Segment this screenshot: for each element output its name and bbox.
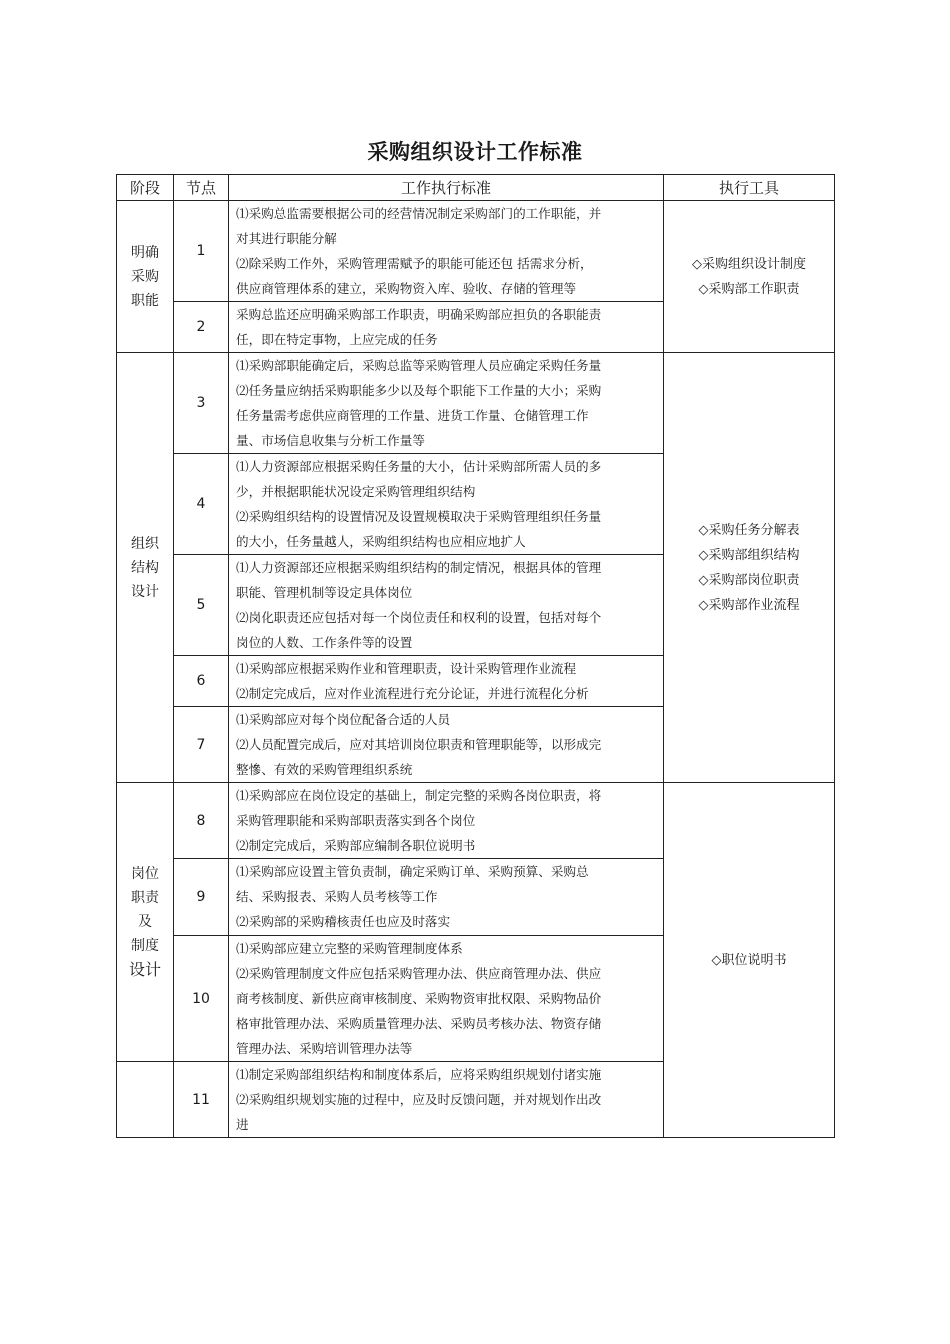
tool-item: ◇采购任务分解表: [698, 522, 800, 538]
table-row: [117, 353, 835, 454]
standard-line: 管理办法、采购培训管理办法等: [236, 1041, 413, 1056]
work-standard-table: [116, 174, 835, 1138]
header-standard: 工作执行标准: [229, 175, 664, 201]
tool-item: ◇职位说明书: [711, 952, 787, 968]
standard-line: 进: [236, 1117, 249, 1132]
standard-line: ⑴采购部应对每个岗位配备合适的人员: [236, 712, 451, 727]
standard-line: ⑵岗化职责还应包括对每一个岗位责任和权利的设置，包括对每个: [236, 610, 602, 625]
standard-line: 任，即在特定事物，上应完成的任务: [236, 332, 438, 347]
standard-cell: [229, 454, 664, 555]
standard-line: 整慘、有效的采购管理组织系统: [236, 762, 413, 777]
stage-line: 结构: [131, 559, 159, 576]
standard-cell: [229, 1062, 664, 1138]
stage-cell-empty: [117, 1062, 174, 1138]
standard-line: 任务量需考虑供应商管理的工作量、进货工作量、仓储管理工作: [236, 408, 589, 423]
standard-line: ⑴采购部应建立完整的采购管理制度体系: [236, 941, 463, 956]
tools-cell: [664, 353, 835, 783]
standard-line: ⑵制定完成后，应对作业流程进行充分论证，并进行流程化分析: [236, 686, 589, 701]
standard-cell: [229, 201, 664, 302]
standard-cell: [229, 656, 664, 707]
standard-line: 少，并根据职能状况设定采购管理组织结构: [236, 484, 476, 499]
table-row: [117, 201, 835, 302]
standard-line: ⑴人力资源部还应根据采购组织结构的制定情况，根据具体的管理: [236, 560, 602, 575]
standard-line: ⑵采购管理制度文件应包括采购管理办法、供应商管理办法、供应: [236, 966, 602, 981]
standard-line: 职能、管理机制等设定具体岗位: [236, 585, 413, 600]
standard-line: 商考核制度、新供应商审核制度、采购物资审批权限、采购物品价: [236, 991, 602, 1006]
stage-line: 设计: [128, 960, 161, 979]
node-cell: 2: [174, 302, 229, 353]
stage-line: 职责: [131, 890, 159, 906]
standard-line: 量、市场信息收集与分析工作量等: [236, 433, 425, 448]
node-cell: 8: [174, 783, 229, 859]
standard-line: ⑵任务量应纳括采购职能多少以及每个职能下工作量的大小；采购: [236, 383, 602, 398]
node-cell: 4: [174, 454, 229, 555]
table-header-row: [117, 175, 835, 201]
tool-item: ◇采购组织设计制度: [692, 256, 806, 272]
node-cell: 3: [174, 353, 229, 454]
stage-line: 岗位: [131, 866, 159, 882]
stage-line: 设计: [131, 583, 159, 600]
table-row: [117, 783, 835, 859]
stage-line: 制度: [131, 938, 159, 954]
standard-cell: [229, 555, 664, 656]
standard-line: ⑴采购部应根据采购作业和管理职责，设计采购管理作业流程: [236, 661, 577, 676]
standard-line: ⑵采购组织规划实施的过程中，应及时反馈问题，并对规划作出改: [236, 1092, 602, 1107]
standard-cell: [229, 936, 664, 1062]
header-tools: 执行工具: [664, 175, 835, 201]
standard-line: 岗位的人数、工作条件等的设置: [236, 635, 413, 650]
document-title: 采购组织设计工作标准: [367, 140, 583, 164]
standard-line: 采购管理职能和采购部职责落实到各个岗位: [236, 813, 476, 828]
node-cell: 1: [174, 201, 229, 302]
standard-cell: [229, 707, 664, 783]
standard-line: ⑴采购总监需要根据公司的经营情况制定采购部门的工作职能，并: [236, 206, 602, 221]
standard-line: ⑵人员配置完成后，应对其培训岗位职责和管理职能等，以形成完: [236, 737, 602, 752]
standard-cell: [229, 353, 664, 454]
tools-cell: [664, 201, 835, 353]
header-node: 节点: [174, 175, 229, 201]
node-cell: 5: [174, 555, 229, 656]
standard-line: ⑵采购组织结构的设置情况及设置规模取决于采购管理组织任务量: [236, 509, 602, 524]
standard-cell: [229, 783, 664, 859]
header-stage: 阶段: [117, 175, 174, 201]
stage-cell: [117, 783, 174, 1062]
standard-line: ⑴制定采购部组织结构和制度体系后，应将采购组织规划付诸实施: [236, 1067, 602, 1082]
tool-item: ◇采购部作业流程: [698, 597, 800, 613]
node-cell: 7: [174, 707, 229, 783]
stage-line: 采购: [131, 268, 159, 285]
standard-cell: [229, 859, 664, 936]
standard-line: ⑴人力资源部应根据采购任务量的大小，估计采购部所需人员的多: [236, 459, 602, 474]
stage-cell: [117, 201, 174, 353]
standard-line: 的大小，任务量越人，采购组织结构也应相应地扩人: [236, 534, 526, 549]
tools-cell: [664, 783, 835, 1138]
standard-line: ⑵制定完成后，采购部应编制各职位说明书: [236, 838, 476, 853]
tool-item: ◇采购部组织结构: [698, 547, 800, 563]
node-cell: 11: [174, 1062, 229, 1138]
tool-item: ◇采购部岗位职责: [698, 572, 800, 588]
tool-item: ◇采购部工作职责: [698, 281, 800, 297]
standard-line: 供应商管理体系的建立，采购物资入库、验收、存储的管理等: [236, 281, 577, 296]
stage-line: 职能: [131, 292, 159, 309]
stage-line: 及: [138, 914, 152, 930]
node-cell: 6: [174, 656, 229, 707]
node-cell: 9: [174, 859, 229, 936]
stage-line: 明确: [131, 244, 159, 261]
standard-line: 对其进行职能分解: [236, 231, 337, 246]
standard-cell: [229, 302, 664, 353]
standard-line: 结、采购报表、采购人员考核等工作: [236, 889, 438, 904]
stage-cell: [117, 353, 174, 783]
standard-line: ⑴采购部职能确定后，采购总监等采购管理人员应确定采购任务量: [236, 358, 602, 373]
standard-line: 采购总监还应明确采购部工作职责，明确采购部应担负的各职能责: [236, 307, 602, 322]
standard-line: 格审批管理办法、采购质量管理办法、采购员考核办法、物资存储: [236, 1016, 602, 1031]
node-cell: 10: [174, 936, 229, 1062]
standard-line: ⑴采购部应设置主管负责制，确定采购订单、采购预算、采购总: [236, 864, 589, 879]
stage-line: 组织: [131, 535, 159, 552]
standard-line: ⑵除采购工作外，采购管理需赋予的职能可能还包 括需求分析，: [236, 256, 593, 271]
standard-line: ⑵采购部的采购稽核责任也应及时落实: [236, 914, 451, 929]
standard-line: ⑴采购部应在岗位设定的基础上，制定完整的采购各岗位职责，将: [236, 788, 602, 803]
